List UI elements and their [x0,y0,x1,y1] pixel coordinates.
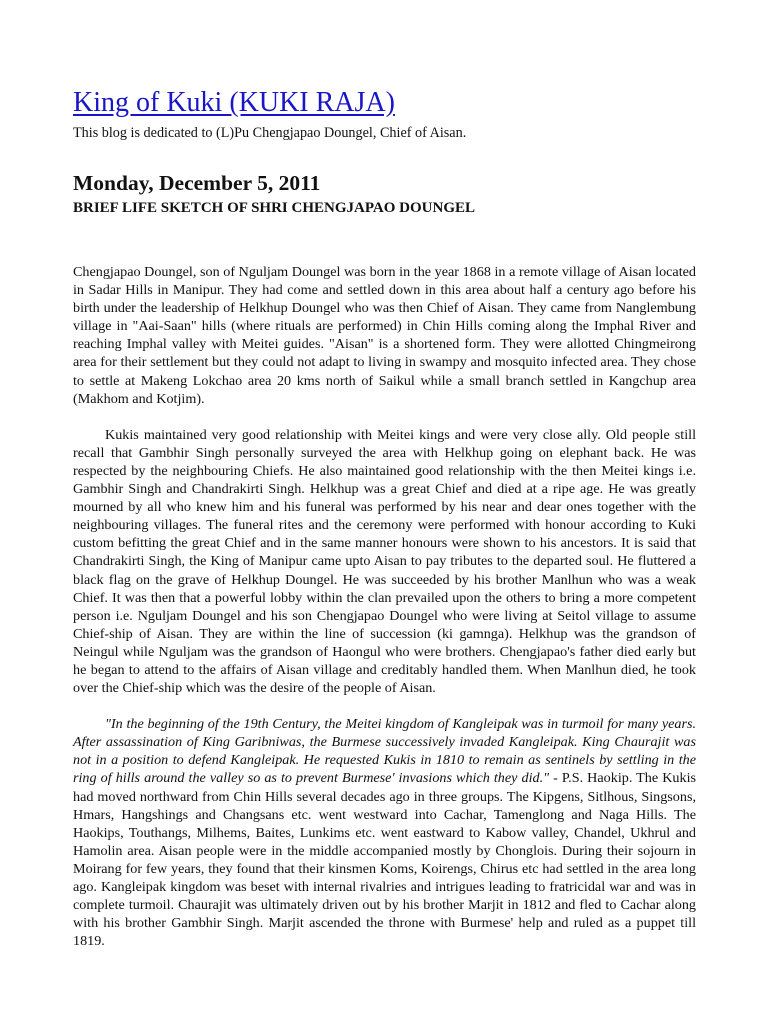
post-date: Monday, December 5, 2011 [73,171,321,195]
post-paragraph-2: Kukis maintained very good relationship with Meitei kings and were very close ally. Old people still recall that Gambhir Singh personally surveyed the area with Helkhup going on elephant back. He was respected by the neighbouring Chiefs. He also maintained good relationship with the then Meitei kings i.e. Gambhir Singh and Chandrakirti Singh. Helkhup was a great Chief and died at a ripe age. He was greatly mourned by all who knew him and his funeral was performed by his near and dear ones together with the neighbouring villages. The funeral rites and the ceremony were performed with honour according to Kuki custom befitting the great Chief and in the same manner honours were shown to his ancestors. It is said that Chandrakirti Singh, the King of Manipur came upto Aisan to pay tributes to the departed soul. He fluttered a black flag on the grave of Helkhup Doungel. He was succeeded by his brother Manlhun who was a weak Chief. It was then that a powerful lobby within the clan prevailed upon the others to bring a more competent person i.e. Nguljam Doungel and his son Chengjapao Doungel who were living at Seitol village to assume Chief-ship of Aisan. They are within the line of succession (ki gamnga). Helkhup was the grandson of Neingul while Nguljam was the grandson of Haongul who were brothers. Chengjapao's father died early but he began to attend to the affairs of Aisan village and creditably handled them. When Manlhun died, he took over the Chief-ship which was the desire of the people of Aisan. [73,426,696,697]
blog-post [73,170,696,950]
post-paragraph-3 [73,715,696,950]
post-paragraph-3-text: - P.S. Haokip. The Kukis had moved northward from Chin Hills several decades ago in three groups. The Kipgens, Sitlhous, Singsons, Hmars, Hangshings and Changsans etc. went westward into Cachar, Tamenglong and Naga Hills. The Haokips, Touthangs, Milhems, Baites, Lunkims etc. went eastward to Kabow valley, Chandel, Ukhrul and Hamolin area. Aisan people were in the middle accompanied mostly by Chonglois. During their sojourn in Moirang for few years, they found that their kinsmen Koms, Koirengs, Chirus etc had settled in the area long ago. Kangleipak kingdom was beset with internal rivalries and intrigues leading to fratricidal war and was in complete turmoil. Chaurajit was ultimately driven out by his brother Marjit in 1812 and fled to Cachar along with his brother Gambhir Singh. Marjit ascended the throne with Burmese' help and ruled as a puppet till 1819. [73,770,696,950]
historical-quote: "In the beginning of the 19th Century, the Meitei kingdom of Kangleipak was in turmoil for many years. After assassination of King Garibniwas, the Burmese successively invaded Kangleipak. King Chaurajit was not in a position to defend Kangleipak. He requested Kukis in 1810 to remain as sentinels by settling in the ring of hills around the valley so as to prevent Burmese' invasions which they did." [73,716,696,787]
post-paragraph-1: Chengjapao Doungel, son of Nguljam Doungel was born in the year 1868 in a remote village of Aisan located in Sadar Hills in Manipur. They had come and settled down in this area about half a century ago before his birth under the leadership of Helkhup Doungel who was then Chief of Aisan. They came from Nanglembung village in "Aai-Saan" hills (where rituals are performed) in Chin Hills coming along the Imphal River and reaching Imphal valley with Meitei guides. "Aisan" is a shortened form. They were allotted Chingmeirong area for their settlement but they could not adapt to living in swampy and mosquito infected area. They chose to settle at Makeng Lokchao area 20 kms north of Saikul while a small branch settled in Kangchup area (Makhom and Kotjim). [73,264,696,407]
blog-title [73,86,696,120]
blog-title-link[interactable]: King of Kuki (KUKI RAJA) [73,87,395,118]
blog-description: This blog is dedicated to (L)Pu Chengjapao Doungel, Chief of Aisan. [73,125,467,141]
post-title: BRIEF LIFE SKETCH OF SHRI CHENGJAPAO DOUNGEL [73,200,475,216]
post-body [73,263,696,950]
